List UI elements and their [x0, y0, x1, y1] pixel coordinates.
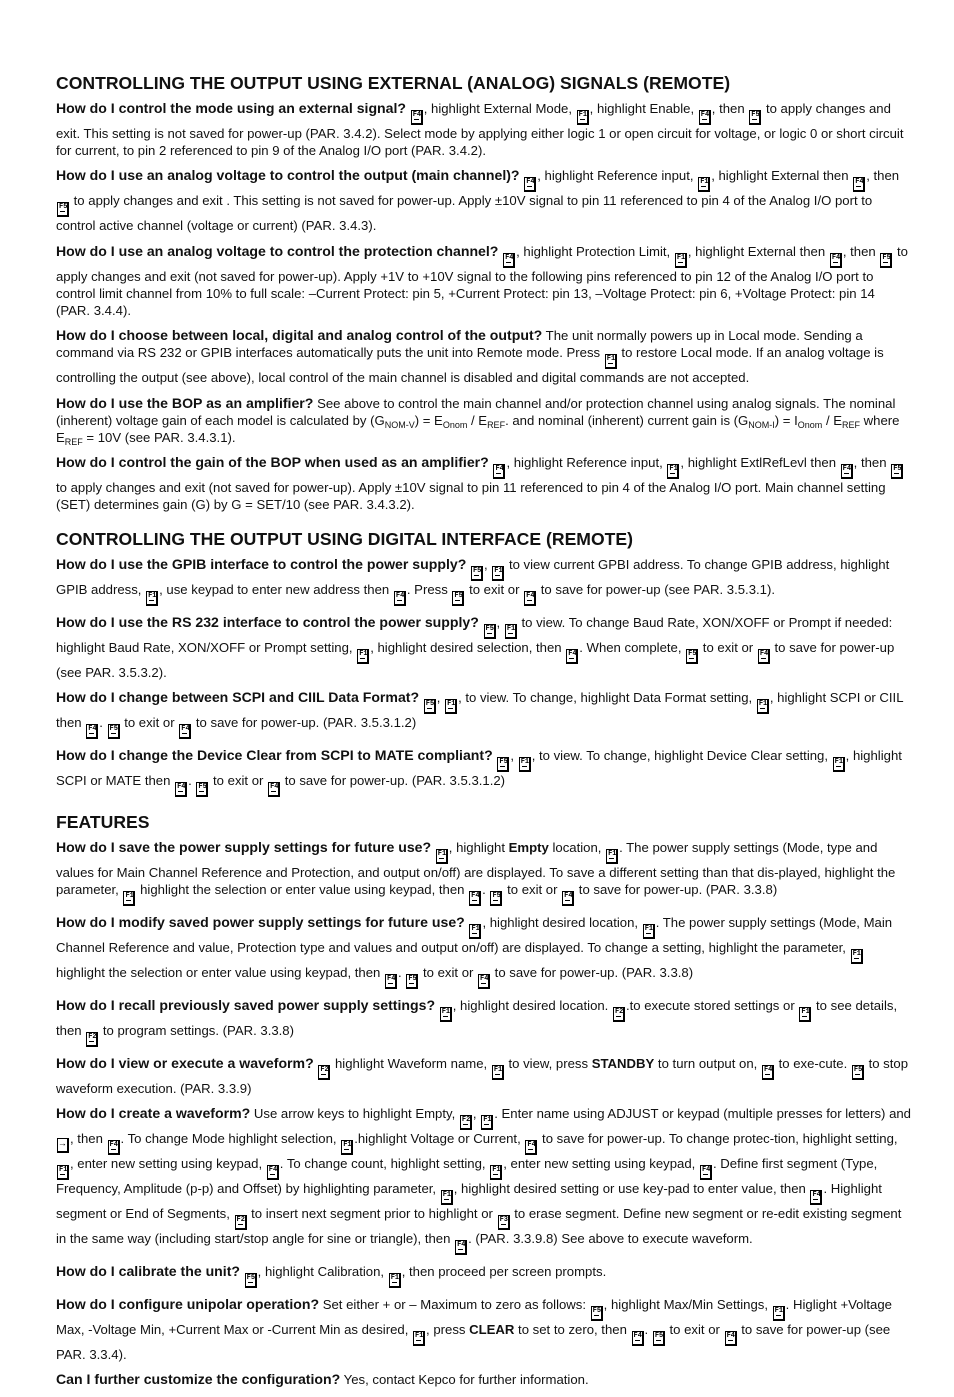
enter-arrow-key-icon: →: [57, 1138, 69, 1153]
faq-question: How do I use the RS 232 interface to control the power supply?: [56, 613, 479, 630]
function-key-f1-icon: F1: [357, 649, 369, 664]
function-key-f2-icon: F2: [318, 1065, 330, 1080]
faq-question: Can I further customize the configuration?: [56, 1371, 341, 1388]
answer-text: to save for power-up (see PAR. 3.5.3.2).: [56, 639, 895, 680]
faq-item: [56, 1055, 912, 1097]
function-key-f4-icon: F4: [830, 253, 842, 268]
answer-text: to save for power-up. (PAR. 3.5.3.1.2): [192, 714, 417, 730]
answer-text: to apply changes and exit. This setting is not saved for power-up (PAR. 3.4.2). Select mode by applying either logic 1 or open circuit for voltage, or logic 0 or short circuit for current, to pin 2 referenced to pin 9 of the Analog I/O port (PAR. 3.4.2).: [56, 101, 904, 159]
answer-text: to save for power-up (see PAR. 3.5.3.1).: [537, 581, 775, 597]
answer-text: , highlight Enable,: [589, 101, 698, 116]
function-key-f4-icon: F4: [699, 110, 711, 125]
answer-text: . Enter name using ADJUST or keypad (multiple presses for letters) and: [494, 1106, 911, 1122]
answer-text: . (PAR. 3.3.9.8) See above to execute waveform.: [468, 1231, 753, 1247]
answer-text: / E: [467, 412, 488, 428]
faq-question: How do I use the GPIB interface to control the power supply?: [56, 555, 467, 572]
answer-text: , highlight External then: [711, 168, 853, 184]
subscript: REF: [487, 419, 506, 430]
answer-text: . To change Mode highlight selection,: [120, 1131, 341, 1147]
answer-text: to see details, then: [56, 998, 898, 1039]
function-key-f4-icon: F4: [525, 1140, 537, 1155]
answer-text: to apply changes and exit . This setting is not saved for power-up. Apply ±10V signal to pin 11 referenced to pin 4 of the Analog I/O port to control active channel (voltage or current) (PAR. 3.4.3).: [56, 193, 873, 234]
answer-text: , then: [866, 168, 900, 184]
function-key-f2-icon: F2: [86, 1032, 98, 1047]
faq-question: How do I use the BOP as an amplifier?: [56, 394, 314, 411]
function-key-f4-icon: F4: [524, 591, 536, 606]
function-key-f1-icon: F1: [505, 624, 517, 639]
answer-text: , highlight desired location.: [452, 998, 612, 1014]
answer-text: to program settings. (PAR. 3.3.8): [99, 1023, 294, 1039]
faq-question: How do I control the mode using an external signal?: [56, 100, 407, 116]
answer-text: , highlight Protection Limit,: [516, 243, 674, 259]
function-key-f1-icon: F1: [773, 1306, 785, 1321]
function-key-f3-icon: F3: [498, 1215, 510, 1230]
answer-text: , highlight desired setting or use key-pad to enter value, then: [453, 1181, 810, 1197]
answer-text: to insert next segment prior to highlight or: [247, 1206, 497, 1222]
function-key-f1-icon: F1: [851, 949, 863, 964]
function-key-f5-icon: F5: [196, 782, 208, 797]
function-key-f1-icon: F1: [389, 1273, 401, 1288]
answer-text: , use keypad to enter new address then: [159, 581, 393, 597]
answer-text: . Define first segment (Type, Frequency, Amplitude (p-p) and Offset) by highlighting parameter,: [56, 1156, 878, 1197]
function-key-f1-icon: F1: [605, 354, 617, 369]
faq-item: [56, 1263, 912, 1288]
function-key-f4-icon: F4: [503, 253, 515, 268]
function-key-f1-icon: F1: [440, 1007, 452, 1022]
answer-text: , highlight desired location,: [482, 915, 642, 931]
answer-text: to save for power-up. (PAR. 3.3.8): [575, 882, 778, 898]
answer-text: . The power supply settings (Mode, Main Channel Reference and value, Protection type and values and output on/off) are displayed. To change a setting, highlight the parameter,: [56, 915, 893, 956]
subscript: REF: [64, 437, 83, 448]
function-key-f5-icon: F5: [245, 1273, 257, 1288]
subscript: Onom: [797, 419, 823, 430]
answer-text: .: [482, 882, 490, 898]
function-key-f4-icon: F4: [758, 649, 770, 664]
answer-text: to exit or: [209, 772, 268, 788]
section-heading: FEATURES: [56, 811, 150, 832]
answer-text: where E: [56, 412, 900, 446]
function-key-f1-icon: F1: [833, 757, 845, 772]
function-key-f1-icon: F1: [606, 849, 618, 864]
faq-item: [56, 243, 912, 320]
answer-text: , to view. To change, highlight Device Clear setting,: [531, 747, 832, 763]
function-key-f5-icon: F5: [686, 649, 698, 664]
function-key-f1-icon: F1: [123, 891, 135, 906]
subscript: NOM-V: [384, 419, 415, 430]
faq-item: [56, 689, 912, 739]
faq-question: How do I recall previously saved power supply settings?: [56, 997, 436, 1014]
answer-text: to set to zero, then: [514, 1322, 631, 1338]
function-key-f1-icon: F1: [577, 110, 589, 125]
subscript: REF: [842, 419, 861, 430]
function-key-f4-icon: F4: [566, 649, 578, 664]
function-key-f1-icon: F1: [757, 699, 769, 714]
faq-item: [56, 914, 912, 989]
answer-text: .: [188, 772, 196, 788]
faq-question: How do I change the Device Clear from SCPI to MATE compliant?: [56, 746, 493, 763]
answer-text: ,: [510, 747, 518, 763]
document-page: [56, 72, 912, 1397]
function-key-f5-icon: F5: [490, 891, 502, 906]
answer-text: . To change count, highlight setting,: [279, 1156, 490, 1172]
function-key-f1-icon: F1: [481, 1115, 493, 1130]
function-key-f1-icon: F1: [799, 1007, 811, 1022]
faq-item: [56, 167, 912, 234]
function-key-f4-icon: F4: [385, 974, 397, 989]
function-key-f5-icon: F5: [852, 1065, 864, 1080]
function-key-f1-icon: F1: [492, 566, 504, 581]
faq-question: How do I configure unipolar operation?: [56, 1296, 320, 1313]
faq-question: How do I view or execute a waveform?: [56, 1055, 314, 1072]
faq-item: [56, 395, 912, 447]
function-key-f1-icon: F1: [490, 1165, 502, 1180]
answer-text: ,: [496, 614, 504, 630]
faq-item: [56, 454, 912, 513]
answer-text: ) = I: [774, 412, 798, 428]
answer-text: to save for power-up (see PAR. 3.3.4).: [56, 1322, 891, 1363]
function-key-f5-icon: F5: [591, 1306, 603, 1321]
answer-text: , highlight Reference input,: [537, 168, 698, 184]
answer-text: ,: [483, 556, 492, 572]
answer-text: to save for power-up. (PAR. 3.5.3.1.2): [281, 772, 506, 788]
function-key-f4-icon: F4: [108, 1140, 120, 1155]
answer-text: , then proceed per screen prompts.: [401, 1264, 607, 1280]
function-key-f4-icon: F4: [394, 591, 406, 606]
faq-item: [56, 556, 912, 606]
function-key-f1-icon: F1: [57, 1165, 69, 1180]
key-label: CLEAR: [469, 1322, 515, 1338]
answer-text: highlight Waveform name,: [331, 1056, 491, 1072]
answer-text: .: [644, 1322, 652, 1338]
answer-text: to exit or: [465, 581, 524, 597]
function-key-f5-icon: F5: [57, 202, 69, 217]
faq-item: [56, 1371, 912, 1388]
function-key-f1-icon: F1: [441, 1190, 453, 1205]
answer-text: . Higlight +Voltage Max, -Voltage Min, +Current Max or -Current Min as desired,: [56, 1297, 892, 1338]
answer-text: . When complete,: [579, 639, 686, 655]
answer-text: to exit or: [120, 714, 179, 730]
function-key-f4-icon: F4: [841, 464, 853, 479]
answer-text: location,: [548, 839, 606, 855]
answer-text: , then: [853, 455, 891, 471]
answer-text: , highlight SCPI or MATE then: [56, 747, 902, 788]
answer-text: to exit or: [503, 882, 562, 898]
answer-text: See above to control the main channel and/or protection channel using analog signals. The nominal (inherent) voltage gain of each model is calculated by (G: [56, 395, 896, 428]
function-key-f1-icon: F1: [146, 591, 158, 606]
function-key-f4-icon: F4: [267, 1165, 279, 1180]
answer-text: Set either + or – Maximum to zero as follows:: [322, 1297, 590, 1313]
answer-text: , highlight: [448, 839, 509, 855]
answer-text: , to view. To change, highlight Data Format setting,: [458, 689, 756, 705]
faq-question: How do I choose between local, digital and analog control of the output?: [56, 327, 543, 344]
answer-text: to apply changes and exit (not saved for power-up). Apply ±10V signal to pin 11 referenced to pin 4 of the Analog I/O port. Main channel setting (SET) determines gain (G) by G = SET/10 (see PAR. 3.4.3.2).: [56, 480, 886, 513]
faq-item: [56, 1105, 912, 1255]
function-key-f1-icon: F1: [698, 177, 710, 192]
function-key-f5-icon: F5: [406, 974, 418, 989]
function-key-f2-icon: F2: [613, 1007, 625, 1022]
function-key-f4-icon: F4: [493, 464, 505, 479]
function-key-f4-icon: F4: [810, 1190, 822, 1205]
function-key-f4-icon: F4: [268, 782, 280, 797]
faq-item: [56, 839, 912, 906]
answer-text: , highlight External Mode,: [423, 101, 576, 116]
answer-text: highlight the selection or enter value using keypad, then: [136, 882, 469, 898]
answer-text: to erase segment. Define new segment or re-edit existing segment in the same way (including start/stop angle for sine or triangle), then: [56, 1206, 902, 1247]
answer-text: . The power supply settings (Mode, type and values for Main Channel Reference and Protection, and output on/off) are displayed. To save a different setting than that dis-played, highlight the parameter,: [56, 839, 896, 898]
function-key-f1-icon: F1: [643, 924, 655, 939]
function-key-f4-icon: F4: [725, 1331, 737, 1346]
answer-text: , then: [842, 243, 880, 259]
function-key-f5-icon: F5: [108, 724, 120, 739]
function-key-f4-icon: F4: [411, 110, 423, 125]
function-key-f5-icon: F5: [497, 757, 509, 772]
function-key-f1-icon: F1: [667, 464, 679, 479]
answer-text: , highlight External then: [687, 243, 829, 259]
function-key-f4-icon: F4: [632, 1331, 644, 1346]
answer-text: ,: [472, 1106, 481, 1122]
answer-text: to save for power-up. (PAR. 3.3.8): [491, 965, 694, 981]
answer-text: to view, press: [504, 1056, 592, 1072]
key-label: Empty: [508, 839, 549, 855]
faq-item: [56, 997, 912, 1047]
answer-text: , then: [711, 101, 749, 116]
answer-text: , highlight Max/Min Settings,: [603, 1297, 772, 1313]
function-key-f4-icon: F4: [469, 891, 481, 906]
answer-text: highlight the selection or enter value using keypad, then: [56, 965, 385, 981]
answer-text: to exit or: [419, 965, 478, 981]
function-key-f5-icon: F5: [653, 1331, 665, 1346]
answer-text: , highlight ExtlRefLevl then: [680, 455, 840, 471]
faq-question: How do I create a waveform?: [56, 1105, 251, 1122]
faq-question: How do I control the gain of the BOP when used as an amplifier?: [56, 454, 489, 471]
function-key-f4-icon: F4: [455, 1240, 467, 1255]
faq-item: [56, 614, 912, 681]
function-key-f4-icon: F4: [86, 724, 98, 739]
function-key-f2-icon: F2: [460, 1115, 472, 1130]
section-heading: CONTROLLING THE OUTPUT USING EXTERNAL (ANALOG) SIGNALS (REMOTE): [56, 73, 731, 93]
answer-text: The unit normally powers up in Local mode. Sending a command via RS 232 or GPIB interfaces automatically puts the unit into Remote mode. Press: [56, 328, 863, 361]
function-key-f1-icon: F1: [436, 849, 448, 864]
function-key-f1-icon: F1: [675, 253, 687, 268]
function-key-f4-icon: F4: [853, 177, 865, 192]
answer-text: to stop waveform execution. (PAR. 3.3.9): [56, 1056, 909, 1097]
answer-text: ) = E: [414, 412, 443, 428]
answer-text: , enter new setting using keypad,: [503, 1156, 699, 1172]
answer-text: , press: [426, 1322, 470, 1338]
answer-text: . and nominal (inherent) current gain is (G: [505, 412, 749, 428]
answer-text: to exit or: [699, 639, 757, 655]
answer-text: to restore Local mode. If an analog voltage is controlling the output (see above), local control of the main channel is disabled and digital commands are not accepted.: [56, 345, 884, 386]
answer-text: to apply changes and exit (not saved for power-up). Apply +1V to +10V signal to the following pins referenced to pin 12 of the Analog I/O port to control limit channel from 10% to full scale: –Current Protect: pin 5, +Current Protect: pin 13, –Voltage Protect: pin 6, +Voltage Protect: pin 14 (PAR. 3.4.4).: [56, 243, 908, 319]
function-key-f5-icon: F5: [891, 464, 903, 479]
answer-text: to turn output on,: [654, 1056, 761, 1072]
function-key-f4-icon: F4: [700, 1165, 712, 1180]
answer-text: . Highlight segment or End of Segments,: [56, 1181, 882, 1222]
answer-text: , highlight SCPI or CIIL then: [56, 689, 904, 730]
function-key-f4-icon: F4: [179, 724, 191, 739]
function-key-f4-icon: F4: [175, 782, 187, 797]
function-key-f1-icon: F1: [413, 1331, 425, 1346]
answer-text: .highlight Voltage or Current,: [354, 1131, 525, 1147]
answer-text: , then: [70, 1131, 107, 1147]
function-key-f1-icon: F1: [519, 757, 531, 772]
function-key-f1-icon: F1: [492, 1065, 504, 1080]
faq-question: How do I save the power supply settings for future use?: [56, 838, 432, 855]
answer-text: , highlight Calibration,: [257, 1264, 388, 1280]
function-key-f4-icon: F4: [562, 891, 574, 906]
faq-item: [56, 1296, 912, 1363]
function-key-f5-icon: F5: [749, 110, 761, 125]
faq-question: How do I use an analog voltage to control the output (main channel)?: [56, 167, 520, 184]
faq-item: [56, 747, 912, 797]
answer-text: = 10V (see PAR. 3.4.3.1).: [82, 430, 236, 446]
function-key-f5-icon: F5: [424, 699, 436, 714]
subscript: Onom: [442, 419, 468, 430]
function-key-f5-icon: F5: [880, 253, 892, 268]
function-key-f1-icon: F1: [341, 1140, 353, 1155]
function-key-f4-icon: F4: [762, 1065, 774, 1080]
answer-text: to view current GPBI address. To change GPIB address, highlight GPIB address,: [56, 556, 890, 597]
function-key-f2-icon: F2: [235, 1215, 247, 1230]
answer-text: , enter new setting using keypad,: [70, 1156, 266, 1172]
answer-text: / E: [822, 412, 843, 428]
answer-text: . Press: [406, 581, 452, 597]
answer-text: .to execute stored settings or: [625, 998, 799, 1014]
answer-text: .: [99, 714, 107, 730]
faq-question: How do I use an analog voltage to control the protection channel?: [56, 242, 499, 259]
answer-text: Yes, contact Kepco for further information.: [343, 1372, 589, 1388]
subscript: NOM-I: [748, 419, 775, 430]
function-key-f4-icon: F4: [524, 177, 536, 192]
function-key-f1-icon: F1: [445, 699, 457, 714]
answer-text: Use arrow keys to highlight Empty,: [253, 1106, 459, 1122]
function-key-f1-icon: F1: [469, 924, 481, 939]
answer-text: to save for power-up. To change protec-tion, highlight setting,: [538, 1131, 898, 1147]
answer-text: , highlight desired selection, then: [370, 639, 566, 655]
function-key-f4-icon: F4: [478, 974, 490, 989]
answer-text: to view. To change Baud Rate, XON/XOFF or Prompt if needed: highlight Baud Rate, XON/XOFF or Prompt setting,: [56, 614, 893, 655]
answer-text: to exe-cute.: [774, 1056, 851, 1072]
function-key-f5-icon: F5: [471, 566, 483, 581]
key-label: STANDBY: [591, 1056, 655, 1072]
answer-text: .: [398, 965, 406, 981]
function-key-f5-icon: F5: [484, 624, 496, 639]
faq-question: How do I calibrate the unit?: [56, 1263, 241, 1280]
answer-text: ,: [436, 689, 445, 705]
faq-item: [56, 327, 912, 386]
faq-question: How do I change between SCPI and CIIL Data Format?: [56, 688, 420, 705]
faq-item: [56, 100, 912, 159]
answer-text: , highlight Reference input,: [506, 455, 667, 471]
section-heading: CONTROLLING THE OUTPUT USING DIGITAL INTERFACE (REMOTE): [56, 528, 633, 549]
function-key-f5-icon: F5: [452, 591, 464, 606]
faq-question: How do I modify saved power supply settings for future use?: [56, 914, 465, 931]
answer-text: to exit or: [665, 1322, 724, 1338]
